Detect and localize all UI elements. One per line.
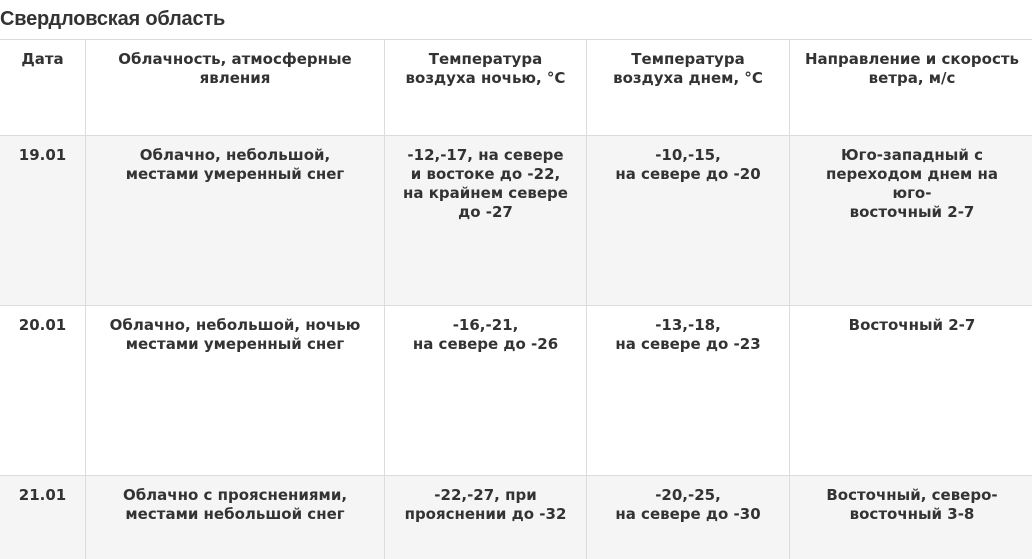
header-row xyxy=(0,40,1032,136)
table-row xyxy=(0,476,1032,559)
cell-date: 20.01 xyxy=(0,306,86,476)
cell-cloudiness: Облачно, небольшой, местами умеренный снег xyxy=(86,136,385,306)
cell-wind: Юго-западный с переходом днем на юго- восточный 2-7 xyxy=(790,136,1032,306)
cell-night-temp: -22,-27, при прояснении до -32 xyxy=(385,476,587,559)
header-night-temp: Температура воздуха ночью, °С xyxy=(385,40,587,136)
cell-cloudiness: Облачно, небольшой, ночью местами умеренный снег xyxy=(86,306,385,476)
region-title: Свердловская область xyxy=(0,8,226,30)
cell-day-temp: -13,-18, на севере до -23 xyxy=(587,306,790,476)
cell-wind: Восточный, северо- восточный 3-8 xyxy=(790,476,1032,559)
header-wind: Направление и скорость ветра, м/с xyxy=(790,40,1032,136)
cell-day-temp: -20,-25, на севере до -30 xyxy=(587,476,790,559)
table-row xyxy=(0,306,1032,476)
cell-cloudiness: Облачно с прояснениями, местами небольшой снег xyxy=(86,476,385,559)
cell-day-temp: -10,-15, на севере до -20 xyxy=(587,136,790,306)
forecast-table-header xyxy=(0,40,1032,136)
cell-night-temp: -16,-21, на севере до -26 xyxy=(385,306,587,476)
header-cloudiness: Облачность, атмосферные явления xyxy=(86,40,385,136)
forecast-table-body xyxy=(0,136,1032,559)
header-date: Дата xyxy=(0,40,86,136)
cell-date: 19.01 xyxy=(0,136,86,306)
forecast-table xyxy=(0,39,1032,559)
cell-night-temp: -12,-17, на севере и востоке до -22, на крайнем севере до -27 xyxy=(385,136,587,306)
header-day-temp: Температура воздуха днем, °С xyxy=(587,40,790,136)
cell-date: 21.01 xyxy=(0,476,86,559)
table-row xyxy=(0,136,1032,306)
cell-wind: Восточный 2-7 xyxy=(790,306,1032,476)
